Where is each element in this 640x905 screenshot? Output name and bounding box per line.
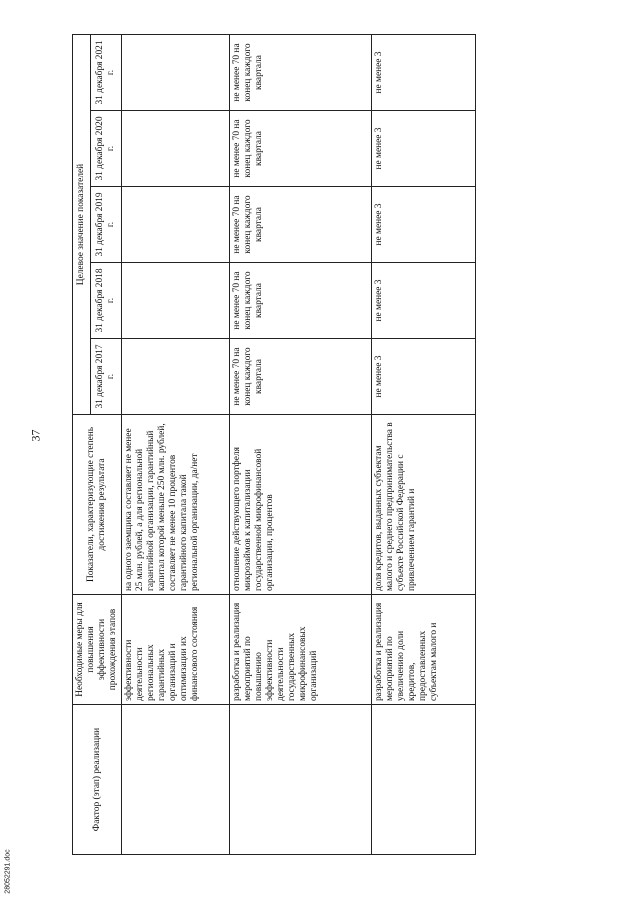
- value-cell: не менее 70 на конец каждого квартала: [230, 34, 372, 110]
- value-cell: не менее 70 на конец каждого квартала: [230, 187, 372, 263]
- factor-cell: [122, 705, 230, 855]
- factor-cell: [230, 705, 372, 855]
- header-measures: Необходимые меры для повышения эффективности прохождения этапов: [73, 595, 122, 705]
- value-cell: [122, 34, 230, 110]
- header-factor: Фактор (этап) реализации: [73, 705, 122, 855]
- header-year: 31 декабря 2020 г.: [91, 111, 122, 187]
- value-cell: не менее 70 на конец каждого квартала: [230, 339, 372, 415]
- factor-cell: [372, 705, 476, 855]
- indicator-cell: на одного заемщика составляет не менее 25 млн. рублей, а для региональной гарантийной организации, гарантийный капитал которой меньше 250 млн. рублей, составляет не менее 10 процентов гарантийного капитала такой региональной организации, да/нет: [122, 415, 230, 595]
- page-number: 37: [28, 429, 43, 442]
- header-year: 31 декабря 2019 г.: [91, 187, 122, 263]
- measures-cell: эффективности деятельности региональных гарантийных организаций и оптимизации их финансового состояния: [122, 595, 230, 705]
- header-target: Целевое значение показателей: [73, 34, 91, 414]
- measures-cell: разработка и реализация мероприятий по повышению эффективности деятельности государственных микрофинансовых организаций: [230, 595, 372, 705]
- document-id: 28052291.doc: [4, 849, 12, 894]
- value-cell: [122, 187, 230, 263]
- value-cell: не менее 70 на конец каждого квартала: [230, 111, 372, 187]
- value-cell: не менее 3: [372, 263, 476, 339]
- value-cell: не менее 70 на конец каждого квартала: [230, 263, 372, 339]
- table-row: [122, 34, 230, 854]
- table-row: [230, 34, 372, 854]
- header-indicators: Показатели, характеризующие степень достижения результата: [73, 415, 122, 595]
- header-year: 31 декабря 2018 г.: [91, 263, 122, 339]
- value-cell: [122, 339, 230, 415]
- value-cell: не менее 3: [372, 34, 476, 110]
- indicator-cell: доля кредитов, выданных субъектам малого и среднего предпринимательства в субъекте Российской Федерации с привлечением гарантий и: [372, 415, 476, 595]
- value-cell: не менее 3: [372, 111, 476, 187]
- header-year: 31 декабря 2017 г.: [91, 339, 122, 415]
- targets-table: [72, 34, 476, 855]
- value-cell: не менее 3: [372, 339, 476, 415]
- value-cell: [122, 263, 230, 339]
- table-row: [372, 34, 476, 854]
- measures-cell: разработка и реализация мероприятий по увеличению доли кредитов, предоставленных субъектам малого и: [372, 595, 476, 705]
- rotated-table-region: [72, 35, 504, 855]
- value-cell: [122, 111, 230, 187]
- indicator-cell: отношение действующего портфеля микрозаймов к капитализации государственной микрофинансовой организации, процентов: [230, 415, 372, 595]
- header-year: 31 декабря 2021 г.: [91, 34, 122, 110]
- value-cell: не менее 3: [372, 187, 476, 263]
- header-row: [73, 34, 91, 854]
